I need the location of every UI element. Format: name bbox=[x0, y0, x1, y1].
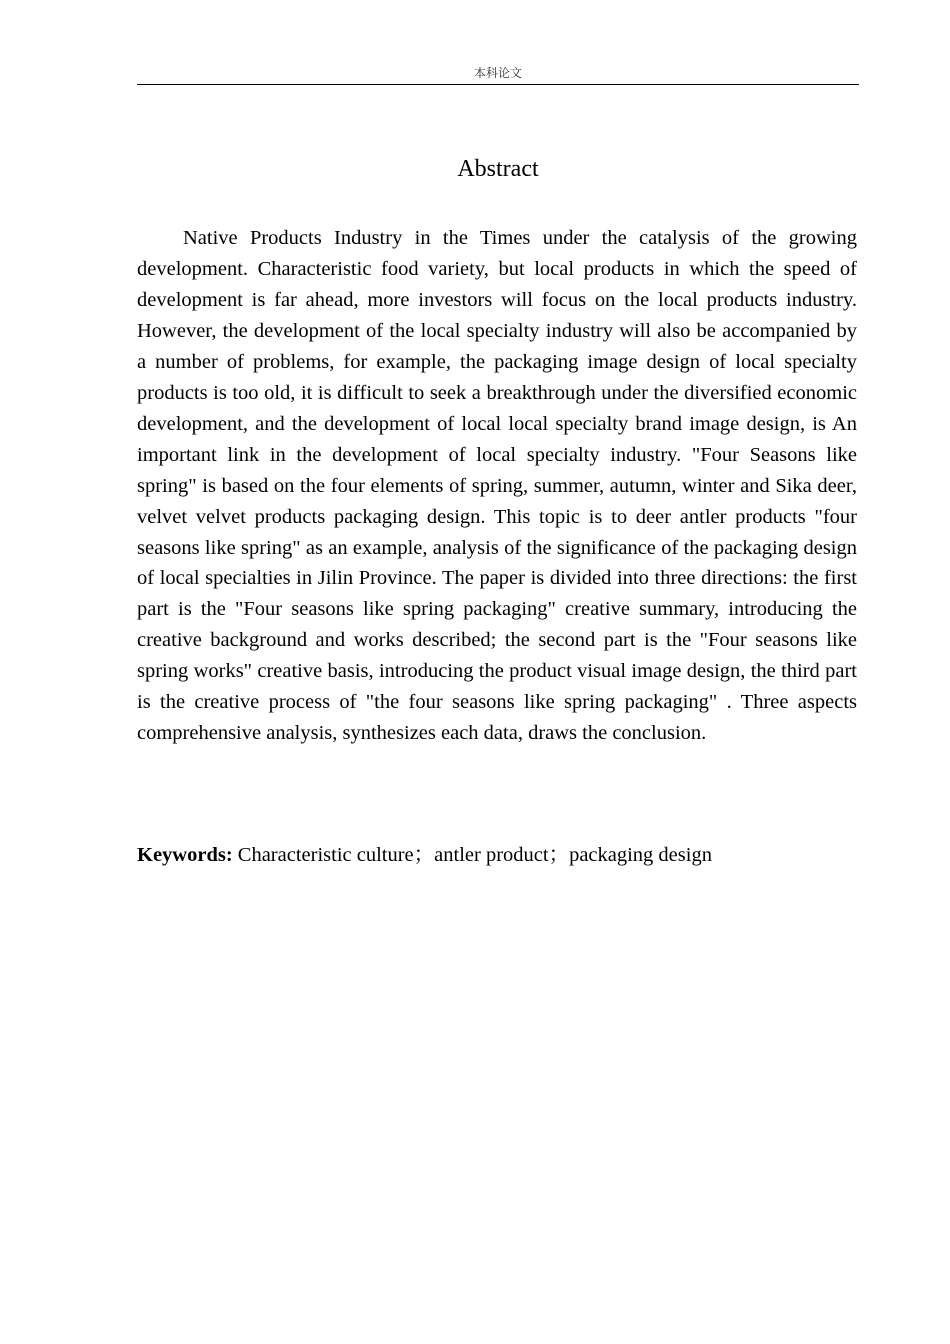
keywords-line bbox=[137, 840, 857, 871]
keywords-label: Keywords: bbox=[137, 844, 233, 866]
page-header bbox=[137, 62, 859, 85]
running-title: 本科论文 bbox=[473, 66, 522, 80]
abstract-body: Native Products Industry in the Times under the catalysis of the growing development. Characteristic food variety, but local products in which the speed of development is far ahead, more investors will focus on the local products industry. However, the development of the local specialty industry will also be accompanied by a number of problems, for example, the packaging image design of local specialty products is too old, it is difficult to seek a breakthrough under the diversified economic development, and the development of local local specialty brand image design, is An important link in the development of local specialty industry. "Four Seasons like spring" is based on the four elements of spring, summer, autumn, winter and Sika deer, velvet velvet products packaging design. This topic is to deer antler products "four seasons like spring" as an example, analysis of the significance of the packaging design of local specialties in Jilin Province. The paper is divided into three directions: the first part is the "Four seasons like spring packaging" creative summary, introducing the creative background and works described; the second part is the "Four seasons like spring works" creative basis, introducing the product visual image design, the third part is the creative process of "the four seasons like spring packaging" . Three aspects comprehensive analysis, synthesizes each data, draws the conclusion. bbox=[137, 227, 857, 745]
abstract-title: Abstract bbox=[457, 156, 539, 182]
keywords-text: Characteristic culture；antler product；packaging design bbox=[237, 844, 712, 866]
